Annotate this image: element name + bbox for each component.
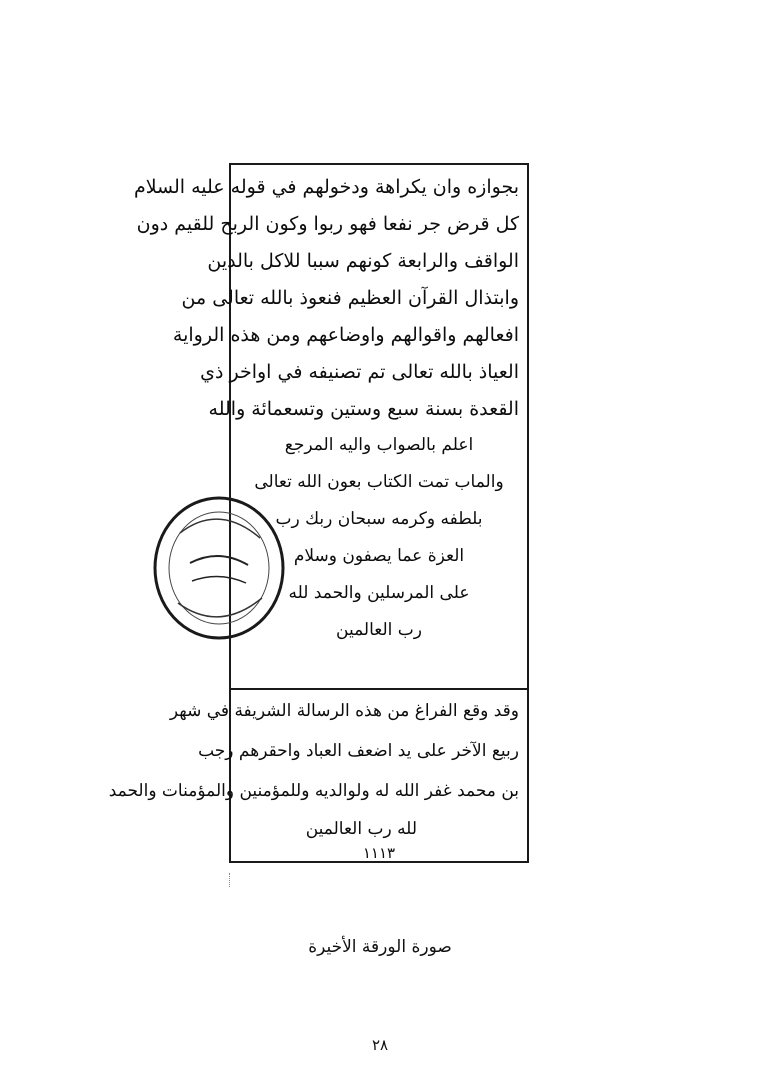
manuscript-line: والماب تمت الكتاب بعون الله تعالى [254,472,504,492]
colophon-date: ١١١٣ [362,844,396,862]
page-edge-mark [229,873,234,887]
manuscript-line: اعلم بالصواب واليه المرجع [284,435,474,455]
manuscript-line: العياذ بالله تعالى تم تصنيفه في اواخر ذي [200,361,519,383]
manuscript-line: رب العالمين [336,620,422,640]
manuscript-line: القعدة بسنة سبع وستين وتسعمائة والله [208,398,519,420]
colophon-line: بن محمد غفر الله له ولوالديه وللمؤمنين والمؤمنات والحمد [108,781,519,801]
library-stamp-icon [150,493,288,643]
manuscript-line: العزة عما يصفون وسلام [293,546,465,566]
colophon-divider [231,688,527,690]
manuscript-line: بلطفه وكرمه سبحان ربك رب [275,509,483,529]
colophon-line: ربيع الآخر على يد اضعف العباد واحقرهم رجب [198,741,519,761]
manuscript-line: وابتذال القرآن العظيم فنعوذ بالله تعالى من [181,287,519,309]
manuscript-line: الواقف والرابعة كونهم سببا للاكل بالدين [207,250,519,272]
colophon-line: وقد وقع الفراغ من هذه الرسالة الشريفة في شهر [169,701,519,721]
page-number: ٢٨ [371,1036,389,1054]
figure-caption: صورة الورقة الأخيرة [308,937,452,957]
manuscript-line: كل قرض جر نفعا فهو ربوا وكون الربح للقيم دون [136,213,519,235]
manuscript-line: افعالهم واقوالهم واوضاعهم ومن هذه الرواية [172,324,519,346]
colophon-line: لله رب العالمين [305,819,417,839]
manuscript-line: على المرسلين والحمد لله [288,583,470,603]
manuscript-line: بجوازه وان يكراهة ودخولهم في قوله عليه السلام [133,176,519,198]
